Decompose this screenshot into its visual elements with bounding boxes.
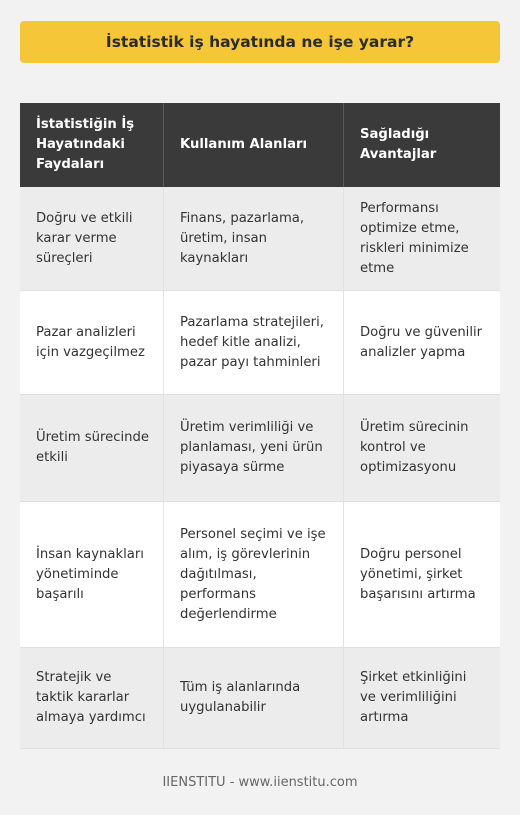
table-cell: İnsan kaynakları yönetiminde başarılı (36, 546, 144, 602)
page-title: İstatistik iş hayatında ne işe yarar? (105, 33, 415, 51)
table-cell: Üretim verimliliği ve planlaması, yeni ürün piyasaya sürme (163, 395, 343, 501)
table-cell: Doğru ve etkili karar verme süreçleri (36, 210, 133, 266)
footer-credit: IIENSTITU - www.iienstitu.com (162, 775, 358, 790)
table-cell: Doğru ve güvenilir analizler yapma (343, 291, 500, 394)
table-cell: Tüm iş alanlarında uygulanabilir (163, 648, 343, 748)
header-cell-advantages: Sağladığı Avantajlar (343, 103, 500, 187)
table-cell: Performansı optimize etme, riskleri minimize etme (343, 187, 500, 290)
table-row (20, 395, 500, 502)
table-cell: Stratejik ve taktik kararlar almaya yardımcı (36, 670, 146, 725)
title-banner (20, 21, 500, 63)
table-row (20, 502, 500, 648)
table-row (20, 291, 500, 395)
table-cell: Doğru personel yönetimi, şirket başarısını artırma (343, 502, 500, 647)
header-cell-benefits: İstatistiğin İş Hayatındaki Faydaları (36, 117, 135, 172)
table-cell: Üretim sürecinin kontrol ve optimizasyonu (343, 395, 500, 501)
table-cell: Üretim sürecinde etkili (36, 430, 150, 465)
table-header-row (20, 103, 500, 187)
table-row (20, 187, 500, 291)
header-cell-usage-areas: Kullanım Alanları (163, 103, 343, 187)
table-cell: Personel seçimi ve işe alım, iş görevlerinin dağıtılması, performans değerlendirme (163, 502, 343, 647)
table-row (20, 648, 500, 749)
table-cell: Pazarlama stratejileri, hedef kitle analizi, pazar payı tahminleri (163, 291, 343, 394)
table-cell: Pazar analizleri için vazgeçilmez (36, 324, 145, 360)
data-table (20, 103, 500, 749)
table-cell: Şirket etkinliğini ve verimliliğini artırma (343, 648, 500, 748)
table-cell: Finans, pazarlama, üretim, insan kaynakları (163, 187, 343, 290)
